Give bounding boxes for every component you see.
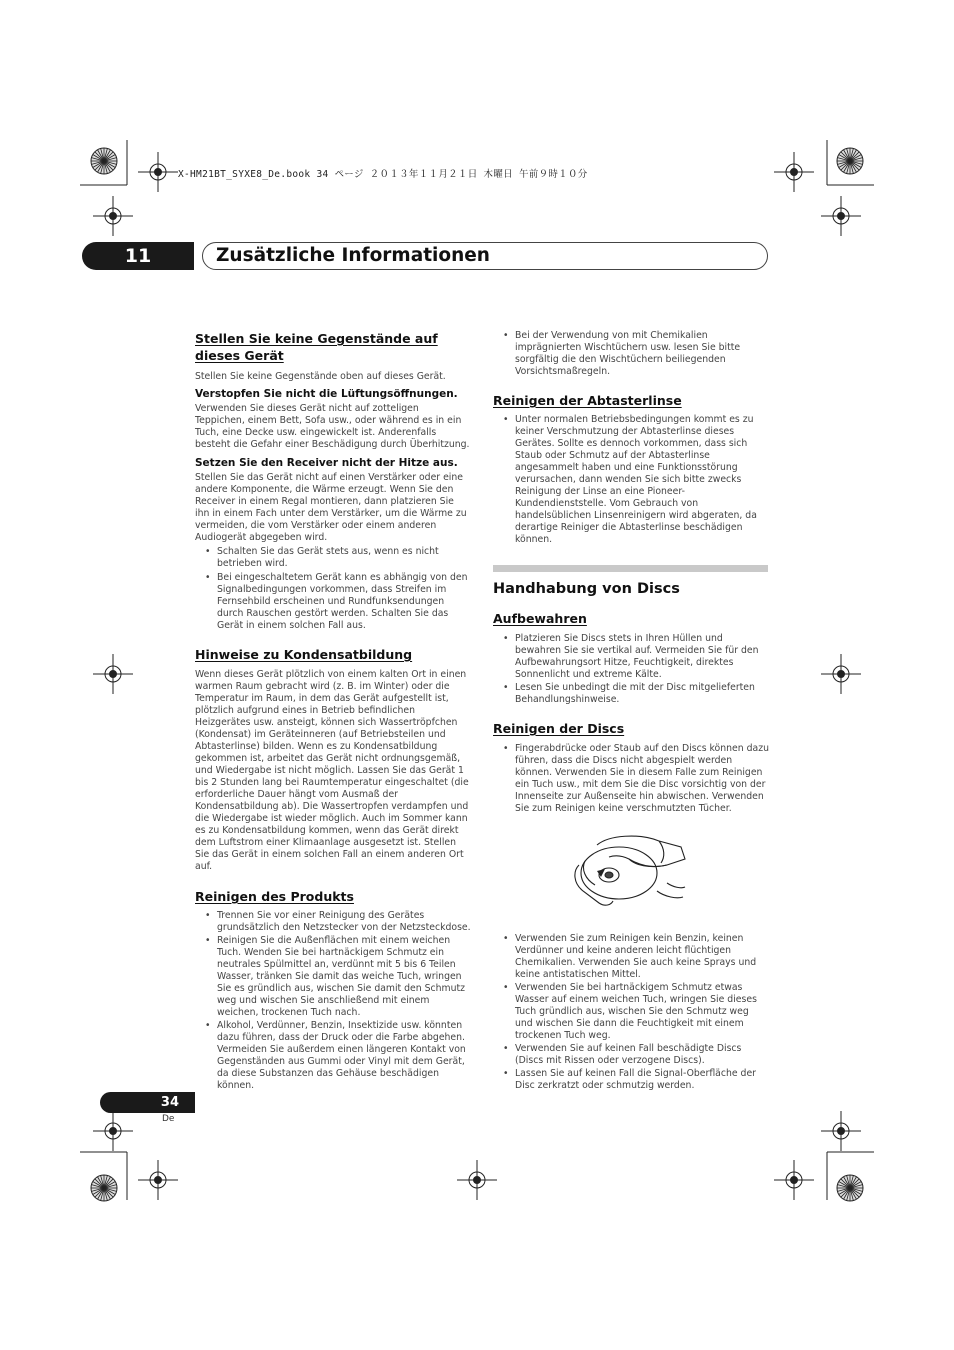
chapter-number: 11 [82, 242, 194, 270]
subheading-heat: Setzen Sie den Receiver nicht der Hitze aus. [195, 457, 458, 469]
section-divider-bar [493, 565, 768, 572]
section-title-storage: Aufbewahren [493, 611, 587, 626]
subheading-ventilation: Verstopfen Sie nicht die Lüftungsöffnungen. [195, 388, 458, 400]
hand-wiping-disc-icon [569, 825, 689, 915]
list-item: • Reinigen Sie die Außenflächen mit einem weichen Tuch. Wenden Sie bei hartnäckigem Schmutz ein neutrales Spülmittel an, verdünnt mit 5 bis 6 Teilen Wasser, tränken Sie damit das weiche Tuch, wringen Sie es gründlich aus, wischen Sie damit den Schmutz weg und wischen Sie anschließend mit einem weichen, trockenen Tuch nach. [195, 935, 471, 1019]
section-title-condensation: Hinweise zu Kondensatbildung [195, 647, 413, 662]
disc-wiping-illustration [569, 825, 689, 915]
power-bullets [195, 546, 471, 632]
list-item: • Bei eingeschaltetem Gerät kann es abhängig von den Signalbedingungen vorkommen, dass Streifen im Fernsehbild erscheinen und Rundfunksendungen durch Rauschen gestört werden. Schalten Sie das Gerät in einem solchen Fall aus. [195, 572, 471, 632]
ventilation-text: Verwenden Sie dieses Gerät nicht auf zotteligen Teppichen, einem Bett, Sofa usw., oder während es in ein Tuch, eine Decke usw. eingewickelt ist. Anderenfalls besteht die Gefahr einer Beschädigung durch Überhitzung. [195, 403, 470, 450]
condensation-text: Wenn dieses Gerät plötzlich von einem kalten Ort in einen warmen Raum gebracht wird (z. B. im Winter) oder die Temperatur im Raum, in dem das Gerät aufgestellt ist, plötzlich aufgrund eines in Betrieb befindlichen Heizgerätes usw. ansteigt, können sich Wassertröpfchen (Kondensat) im Geräteinneren (auf Betriebsteilen und Abtasterlinse) bilden. Wenn es zu Kondensatbildung gekommen ist, arbeitet das Gerät nicht ordnungsgemäß, und Wiedergabe ist nicht möglich. Lassen Sie das Gerät 1 bis 2 Stunden lang bei Raumtemperatur eingeschaltet (die erforderliche Dauer hängt vom Ausmaß der Kondensatbildung ab). Die Wassertropfen verdampfen und die Wiedergabe ist wieder möglich. Auch im Sommer kann es zu Kondensatbildung kommen, wenn das Gerät direkt dem Luftstrom einer Klimaanlage ausgesetzt ist. Stellen Sie das Gerät in einem solchen Fall an einem anderen Ort auf. [195, 669, 469, 872]
print-info-line: X-HM21BT_SYXE8_De.book 34 ページ ２０１３年１１月２１日 木曜日 午前９時１０分 [178, 169, 588, 180]
list-item: • Lesen Sie unbedingt die mit der Disc mitgelieferten Behandlungshinweise. [493, 682, 769, 706]
disc-care-bullets [493, 933, 769, 1092]
list-item: • Unter normalen Betriebsbedingungen kommt es zu keiner Verschmutzung der Abtasterlinse dieses Gerätes. Sollte es dennoch vorkommen, dass sich Staub oder Schmutz auf der Abtasterlinse angesammelt haben und eine Funktionsstörung verursachen, dann wenden Sie sich bitte zwecks Reinigung der Linse an eine Pioneer-Kundendienststelle. Vom Gebrauch von handelsüblichen Linsenreinigern wird abgeraten, da derartige Reiniger die Abtasterlinse beschädigen können. [493, 414, 769, 546]
list-item: • Verwenden Sie bei hartnäckigem Schmutz etwas Wasser auf einem weichen Tuch, wringen Sie dieses Tuch gründlich aus, wischen Sie den Schmutz weg und wischen Sie dann die Feuchtigkeit mit einem trockenen Tuch weg. [493, 982, 769, 1042]
chapter-title: Zusätzliche Informationen [216, 245, 490, 266]
left-column [195, 330, 471, 1092]
wipe-bullets [493, 330, 769, 378]
section-title-discs: Handhabung von Discs [493, 581, 680, 597]
page-language: De [162, 1114, 175, 1124]
page-number: 34 [100, 1092, 195, 1113]
list-item: • Alkohol, Verdünner, Benzin, Insektizide usw. könnten dazu führen, dass der Druck oder die Farbe abgehen. Vermeiden Sie außerdem einen längeren Kontakt von Gegenständen aus Gummi oder Vinyl mit dem Gerät, da diese Substanzen das Gehäuse beschädigen können. [195, 1020, 471, 1092]
list-item: • Lassen Sie auf keinen Fall die Signal-Oberfläche der Disc zerkratzt oder schmutzig werden. [493, 1068, 769, 1092]
section-title-objects: Stellen Sie keine Gegenstände auf dieses Gerät [195, 331, 438, 363]
lens-bullets [493, 414, 769, 546]
disc-cleaning-bullets [493, 743, 769, 815]
list-item: • Fingerabdrücke oder Staub auf den Discs können dazu führen, dass die Discs nicht abgespielt werden können. Verwenden Sie in diesem Falle zum Reinigen ein Tuch usw., mit dem Sie die Disc vorsichtig von der Innenseite zur Außenseite hin abwischen. Verwenden Sie zum Reinigen keine verschmutzten Tücher. [493, 743, 769, 815]
list-item: • Verwenden Sie zum Reinigen kein Benzin, keinen Verdünner und keine anderen leicht flüchtigen Chemikalien. Verwenden Sie auch keine Sprays und keine antistatischen Mittel. [493, 933, 769, 981]
list-item: • Trennen Sie vor einer Reinigung des Gerätes grundsätzlich den Netzstecker von der Netzsteckdose. [195, 910, 471, 934]
section-title-cleaning-product: Reinigen des Produkts [195, 889, 354, 904]
heat-text: Stellen Sie das Gerät nicht auf einen Verstärker oder eine andere Komponente, die Wärme erzeugt. Wenn Sie den Receiver in einem Regal montieren, dann platzieren Sie ihn in einem Fach unter dem Verstärker, um die Wärme zu vermeiden, die vom Verstärker oder einem anderen Audiogerät abgegeben wird. [195, 472, 467, 543]
section-title-lens: Reinigen der Abtasterlinse [493, 393, 682, 408]
list-item: • Bei der Verwendung von mit Chemikalien imprägnierten Wischtüchern usw. lesen Sie bitte sorgfältig die den Wischtüchern beiliegenden Vorsichtsmaßregeln. [493, 330, 769, 378]
cleaning-product-bullets [195, 910, 471, 1092]
right-column [493, 330, 769, 1092]
list-item: • Verwenden Sie auf keinen Fall beschädigte Discs (Discs mit Rissen oder verzogene Discs). [493, 1043, 769, 1067]
list-item: • Schalten Sie das Gerät stets aus, wenn es nicht betrieben wird. [195, 546, 471, 570]
section-intro: Stellen Sie keine Gegenstände oben auf dieses Gerät. [195, 371, 446, 382]
section-title-disc-cleaning: Reinigen der Discs [493, 721, 625, 736]
list-item: • Platzieren Sie Discs stets in Ihren Hüllen und bewahren Sie sie vertikal auf. Vermeiden Sie für den Aufbewahrungsort Hitze, Feuchtigkeit, direktes Sonnenlicht und extreme Kälte. [493, 633, 769, 681]
storage-bullets [493, 633, 769, 706]
